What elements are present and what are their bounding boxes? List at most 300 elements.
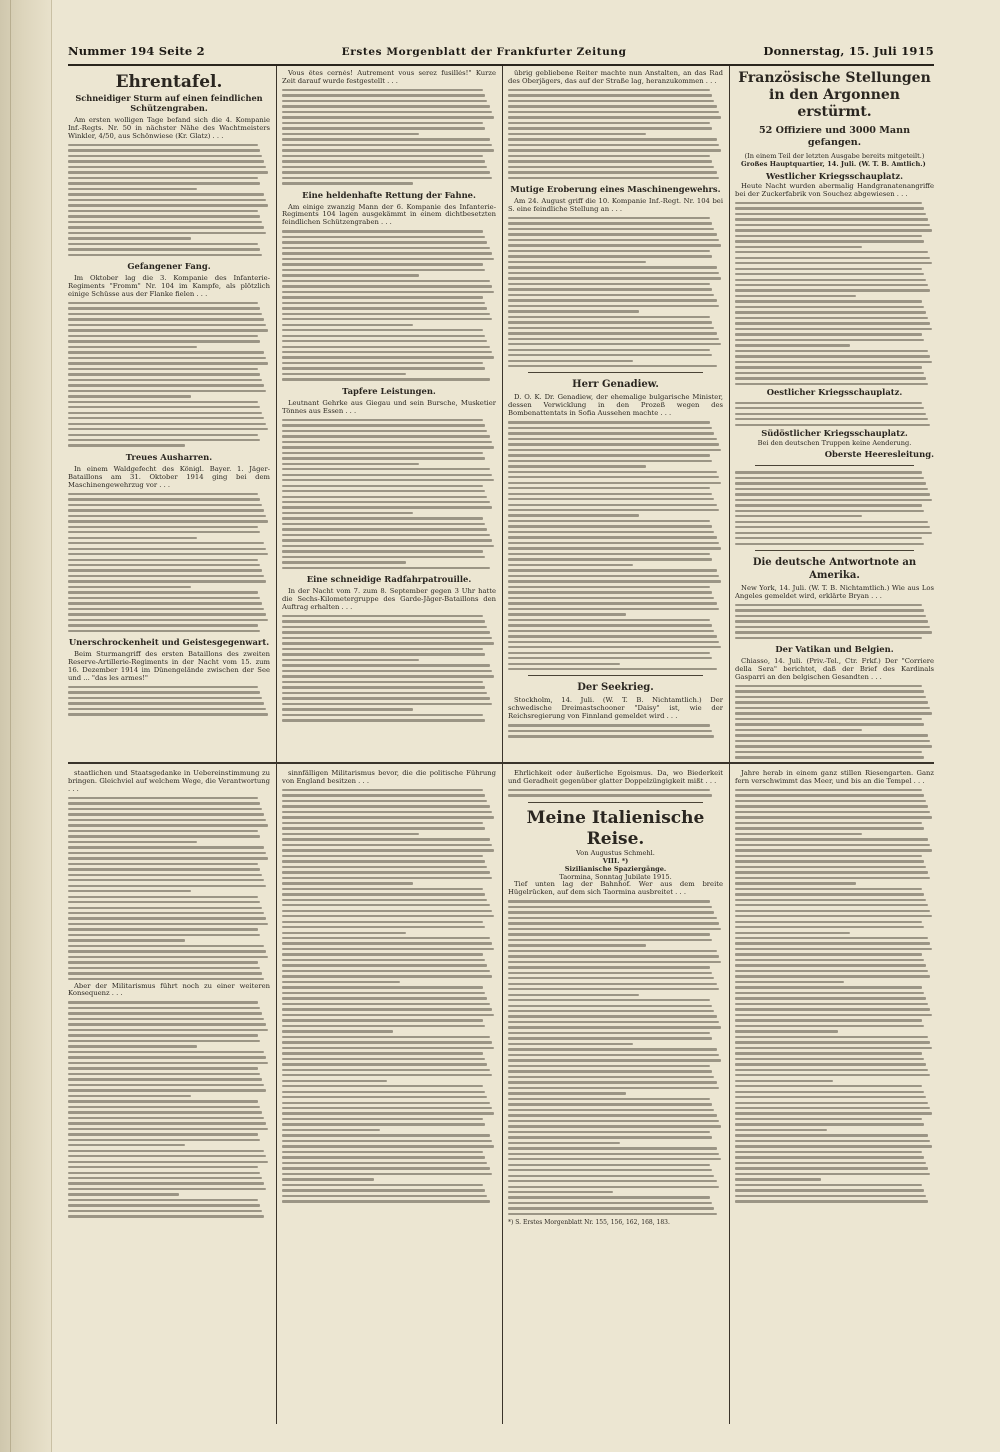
text-line — [508, 338, 719, 340]
text-block — [68, 144, 270, 256]
text-line — [508, 1142, 620, 1144]
article-lead: staatlichen und Staatsgedanke in Uebereinstimmung zu bringen. Gleichviel auf welchem Wege, die Verantwortung . . . — [68, 770, 270, 793]
page-number: Nummer 194 Seite 2 — [68, 44, 205, 58]
text-line — [68, 395, 191, 397]
text-line — [735, 1036, 928, 1038]
text-line — [508, 250, 710, 252]
text-line — [282, 1063, 487, 1065]
text-line — [735, 366, 922, 368]
article-lead: Im Oktober lag die 3. Kompanie des Infanterie-Regiments "Fromm" Nr. 104 im Kampfe, als plötzlich einige Schüsse aus der Flanke fielen . . . — [68, 274, 270, 298]
text-line — [282, 877, 492, 879]
text-line — [282, 133, 419, 135]
text-line — [735, 257, 930, 259]
text-line — [508, 575, 719, 577]
text-line — [508, 316, 710, 318]
text-line — [282, 1184, 483, 1186]
text-line — [508, 966, 710, 968]
article-separator — [528, 675, 703, 676]
text-line — [508, 1026, 721, 1028]
text-line — [282, 800, 487, 802]
text-line — [68, 1177, 262, 1179]
text-line — [508, 547, 721, 549]
text-line — [508, 443, 719, 445]
text-line — [68, 1188, 266, 1190]
text-line — [282, 446, 494, 448]
text-line — [282, 171, 490, 173]
text-line — [735, 838, 928, 840]
text-line — [508, 233, 717, 235]
text-line — [68, 1193, 179, 1195]
text-line — [68, 401, 258, 403]
text-line — [282, 992, 485, 994]
text-line — [508, 1164, 710, 1166]
text-line — [68, 1056, 266, 1058]
text-line — [508, 294, 714, 296]
text-line — [68, 613, 266, 615]
binding-line — [10, 0, 11, 1452]
text-line — [68, 329, 268, 331]
text-line — [508, 553, 710, 555]
text-line — [282, 620, 485, 622]
text-block — [68, 493, 270, 633]
text-line — [735, 344, 850, 346]
text-line — [282, 318, 492, 320]
text-line — [508, 624, 712, 626]
text-line — [735, 488, 928, 490]
theater-note: Bei den deutschen Truppen keine Aenderung. — [757, 439, 912, 448]
text-line — [68, 434, 258, 436]
text-line — [735, 471, 922, 473]
text-line — [508, 1076, 714, 1078]
text-line — [282, 948, 494, 950]
text-line — [735, 609, 924, 611]
article-lead: New York, 14. Juli. (W. T. B. Nichtamtlich.) Wie aus Los Angeles gemeldet wird, erklärte Bryan . . . — [735, 583, 934, 600]
text-line — [735, 1107, 930, 1109]
text-line — [68, 254, 262, 256]
ehrentafel-title: Ehrentafel. — [115, 72, 223, 92]
text-line — [735, 800, 926, 802]
text-line — [282, 269, 485, 271]
text-line — [282, 910, 492, 912]
text-line — [68, 824, 268, 826]
text-line — [282, 127, 485, 129]
text-line — [282, 479, 494, 481]
text-line — [282, 1173, 492, 1175]
text-line — [282, 1047, 494, 1049]
text-line — [735, 953, 922, 955]
text-line — [68, 1204, 260, 1206]
text-line — [68, 1051, 264, 1053]
text-line — [735, 1189, 924, 1191]
text-line — [68, 498, 260, 500]
article-lead: Vous êtes cernés! Autrement vous serez fusillés!" Kurze Zeit darauf wurde festgestellt . . . — [282, 70, 496, 85]
text-line — [68, 874, 262, 876]
text-line — [735, 526, 930, 528]
text-line — [282, 105, 490, 107]
headline-argonnen: Französische Stellungen in den Argonnen erstürmt. — [738, 70, 931, 120]
text-line — [735, 333, 922, 335]
text-line — [735, 1151, 922, 1153]
text-line — [508, 471, 717, 473]
text-line — [68, 852, 266, 854]
column-2 — [282, 70, 496, 760]
text-line — [68, 923, 268, 925]
text-line — [282, 1151, 483, 1153]
feuilleton-place: Taormina, Sonntag Jubilate 1915. — [559, 872, 672, 881]
text-line — [735, 510, 924, 512]
text-line — [508, 977, 714, 979]
text-line — [282, 953, 483, 955]
text-line — [508, 228, 714, 230]
text-line — [735, 1003, 928, 1005]
text-line — [735, 860, 924, 862]
text-line — [282, 539, 492, 541]
section-heading: Gefangener Fang. — [127, 261, 211, 272]
text-line — [282, 888, 483, 890]
text-line — [508, 928, 721, 930]
text-line — [68, 808, 262, 810]
text-line — [735, 816, 932, 818]
text-line — [508, 177, 719, 179]
text-line — [68, 1150, 264, 1152]
text-line — [508, 586, 710, 588]
text-line — [68, 841, 197, 843]
text-line — [735, 317, 928, 319]
text-line — [735, 637, 922, 639]
text-line — [735, 1195, 926, 1197]
text-line — [508, 217, 710, 219]
text-line — [508, 244, 721, 246]
text-line — [508, 597, 714, 599]
text-line — [68, 406, 260, 408]
text-line — [68, 520, 268, 522]
text-line — [508, 1081, 717, 1083]
text-line — [508, 514, 639, 516]
text-line — [735, 948, 932, 950]
text-line — [508, 261, 646, 263]
text-line — [735, 893, 924, 895]
text-line — [735, 975, 930, 977]
article-lead: Stockholm, 14. Juli. (W. T. B. Nichtamtlich.) Der schwedische Dreimastschooner "Daisy" ist, wie der Reichsregierung von Finnland gemeldet wird . . . — [508, 696, 723, 721]
text-line — [735, 240, 924, 242]
text-line — [282, 997, 487, 999]
bottom-column-1 — [68, 770, 270, 1420]
text-line — [282, 893, 485, 895]
text-line — [735, 311, 926, 313]
text-line — [68, 978, 264, 980]
text-line — [282, 182, 413, 184]
page-binding — [0, 0, 52, 1452]
text-line — [282, 122, 483, 124]
text-line — [68, 835, 260, 837]
text-line — [282, 506, 492, 508]
text-line — [282, 1052, 483, 1054]
text-line — [735, 413, 926, 415]
text-line — [735, 1140, 930, 1142]
text-block — [68, 797, 270, 980]
text-line — [508, 272, 719, 274]
text-line — [508, 1196, 710, 1198]
text-line — [282, 675, 494, 677]
column-3 — [508, 70, 723, 760]
text-line — [508, 493, 712, 495]
text-line — [735, 756, 924, 758]
text-line — [508, 122, 710, 124]
article-lead: In der Nacht vom 7. zum 8. September gegen 3 Uhr hatte die Sechs-Kilometergruppe des Garde-Jäger-Bataillons den Auftrag erhalten . . . — [282, 587, 496, 611]
text-line — [282, 474, 492, 476]
text-line — [735, 805, 928, 807]
text-line — [735, 202, 922, 204]
text-line — [735, 1145, 932, 1147]
text-line — [735, 899, 926, 901]
text-line — [282, 670, 492, 672]
text-line — [508, 668, 717, 670]
text-line — [282, 714, 483, 716]
text-line — [508, 536, 717, 538]
text-line — [68, 221, 262, 223]
text-line — [68, 702, 264, 704]
text-line — [68, 624, 258, 626]
text-line — [735, 537, 922, 539]
text-line — [68, 1155, 266, 1157]
text-line — [282, 252, 492, 254]
text-line — [508, 1065, 710, 1067]
text-line — [68, 423, 266, 425]
text-line — [68, 149, 260, 151]
text-line — [735, 1129, 827, 1131]
text-line — [735, 745, 932, 747]
text-line — [68, 586, 191, 588]
text-line — [508, 1191, 613, 1193]
text-line — [282, 642, 494, 644]
text-line — [282, 1129, 380, 1131]
text-line — [282, 1145, 494, 1147]
text-line — [282, 236, 485, 238]
text-line — [282, 468, 490, 470]
text-line — [68, 171, 268, 173]
text-line — [508, 735, 714, 737]
text-line — [508, 111, 719, 113]
text-line — [735, 942, 930, 944]
text-line — [735, 350, 928, 352]
feuilleton-author: Von Augustus Schmehl. — [576, 848, 655, 857]
text-line — [735, 418, 928, 420]
text-line — [68, 797, 258, 799]
text-line — [68, 210, 258, 212]
text-line — [282, 291, 494, 293]
text-line — [508, 1125, 721, 1127]
text-line — [282, 719, 485, 721]
text-line — [508, 1087, 719, 1089]
text-line — [735, 1091, 924, 1093]
section-heading: Der Vatikan und Belgien. — [775, 644, 894, 655]
text-line — [68, 166, 266, 168]
text-line — [282, 1162, 487, 1164]
text-line — [508, 1153, 719, 1155]
text-line — [68, 863, 258, 865]
text-line — [735, 877, 930, 879]
text-line — [508, 332, 717, 334]
text-line — [68, 155, 262, 157]
text-line — [735, 615, 926, 617]
text-line — [508, 983, 717, 985]
text-line — [735, 866, 926, 868]
text-line — [282, 545, 494, 547]
text-line — [282, 664, 490, 666]
text-line — [508, 922, 719, 924]
text-line — [508, 504, 717, 506]
text-line — [735, 926, 924, 928]
text-line — [282, 329, 483, 331]
text-line — [282, 441, 492, 443]
text-line — [735, 295, 856, 297]
text-line — [735, 986, 922, 988]
text-line — [735, 932, 850, 934]
text-line — [735, 235, 922, 237]
text-line — [68, 1018, 264, 1020]
text-line — [508, 1175, 714, 1177]
text-line — [282, 378, 490, 380]
text-line — [68, 1139, 260, 1141]
text-block — [68, 1001, 270, 1217]
text-line — [282, 534, 490, 536]
text-line — [68, 1122, 266, 1124]
text-line — [68, 1215, 264, 1217]
text-line — [735, 981, 844, 983]
text-line — [68, 1001, 258, 1003]
article-lead: Heute Nacht wurden abermalig Handgranatenangriffe bei der Zuckerfabrik von Souchez abgewiesen . . . — [735, 181, 934, 198]
text-line — [735, 1080, 833, 1082]
text-line — [508, 321, 712, 323]
text-line — [508, 476, 719, 478]
text-line — [508, 1005, 712, 1007]
text-line — [508, 1114, 717, 1116]
text-line — [282, 1167, 490, 1169]
text-line — [508, 116, 721, 118]
text-line — [735, 734, 928, 736]
text-line — [282, 94, 485, 96]
text-line — [735, 1085, 922, 1087]
text-line — [282, 1112, 494, 1114]
text-line — [508, 1015, 717, 1017]
text-line — [282, 247, 490, 249]
text-line — [282, 419, 483, 421]
text-line — [735, 997, 926, 999]
text-line — [282, 970, 490, 972]
feuilleton-subtitle: Sizilianische Spaziergänge. — [564, 864, 667, 873]
text-line — [68, 885, 266, 887]
text-line — [282, 263, 483, 265]
text-line — [282, 424, 485, 426]
section-heading: Tapfere Leistungen. — [342, 385, 436, 396]
text-line — [68, 857, 268, 859]
text-line — [68, 302, 258, 304]
text-line — [282, 567, 490, 569]
text-line — [68, 193, 264, 195]
text-line — [508, 1120, 719, 1122]
text-line — [68, 1199, 258, 1201]
text-line — [282, 517, 483, 519]
text-line — [282, 116, 494, 118]
text-line — [68, 1062, 268, 1064]
text-line — [735, 229, 932, 231]
text-line — [735, 224, 930, 226]
text-line — [282, 692, 487, 694]
text-line — [282, 1019, 483, 1021]
text-line — [282, 89, 483, 91]
text-line — [282, 1074, 492, 1076]
text-line — [735, 959, 924, 961]
text-line — [508, 155, 710, 157]
text-line — [282, 882, 413, 884]
column-divider — [729, 66, 730, 762]
column-1 — [68, 70, 270, 760]
text-line — [282, 794, 485, 796]
text-line — [68, 956, 268, 958]
text-line — [68, 177, 258, 179]
text-line — [282, 373, 406, 375]
text-line — [735, 751, 922, 753]
text-line — [508, 724, 710, 726]
text-block — [282, 789, 496, 1203]
text-line — [68, 907, 262, 909]
text-block — [508, 724, 723, 737]
text-line — [508, 89, 710, 91]
text-line — [735, 789, 922, 791]
text-line — [735, 888, 922, 890]
text-line — [508, 663, 620, 665]
text-line — [68, 846, 264, 848]
text-line — [68, 1182, 264, 1184]
text-line — [68, 504, 262, 506]
article-lead: In einem Waldgefecht des Königl. Bayer. 1. Jäger-Bataillons am 31. Oktober 1914 ging bei dem Maschinengewehrzug vor . . . — [68, 464, 270, 489]
text-line — [282, 648, 483, 650]
text-line — [735, 207, 924, 209]
article-lead: Beim Sturmangriff des ersten Bataillons des zweiten Reserve-Artillerie-Regiments in der Nacht vom 15. zum 16. Dezember 1914 im Dünengelände zwischen der See und ... "das les armes!" — [68, 650, 270, 682]
text-line — [68, 188, 197, 190]
text-line — [508, 94, 712, 96]
text-block — [508, 89, 723, 179]
column-divider — [276, 764, 277, 1424]
text-line — [508, 646, 721, 648]
text-line — [68, 580, 266, 582]
text-line — [282, 1058, 485, 1060]
text-line — [735, 1025, 924, 1027]
text-line — [508, 961, 721, 963]
text-line — [68, 307, 260, 309]
text-line — [68, 569, 262, 571]
text-line — [508, 944, 646, 946]
text-line — [282, 155, 483, 157]
text-line — [508, 1109, 714, 1111]
text-line — [282, 986, 483, 988]
text-block — [735, 789, 934, 1203]
text-line — [68, 1034, 258, 1036]
text-line — [68, 346, 197, 348]
text-block — [282, 89, 496, 185]
text-line — [735, 1008, 930, 1010]
text-line — [508, 619, 710, 621]
text-line — [508, 465, 646, 467]
text-line — [508, 1103, 712, 1105]
text-line — [282, 697, 490, 699]
text-line — [68, 199, 266, 201]
text-line — [282, 280, 490, 282]
text-line — [282, 1025, 485, 1027]
text-line — [508, 591, 712, 593]
text-line — [735, 289, 930, 291]
text-line — [68, 182, 260, 184]
